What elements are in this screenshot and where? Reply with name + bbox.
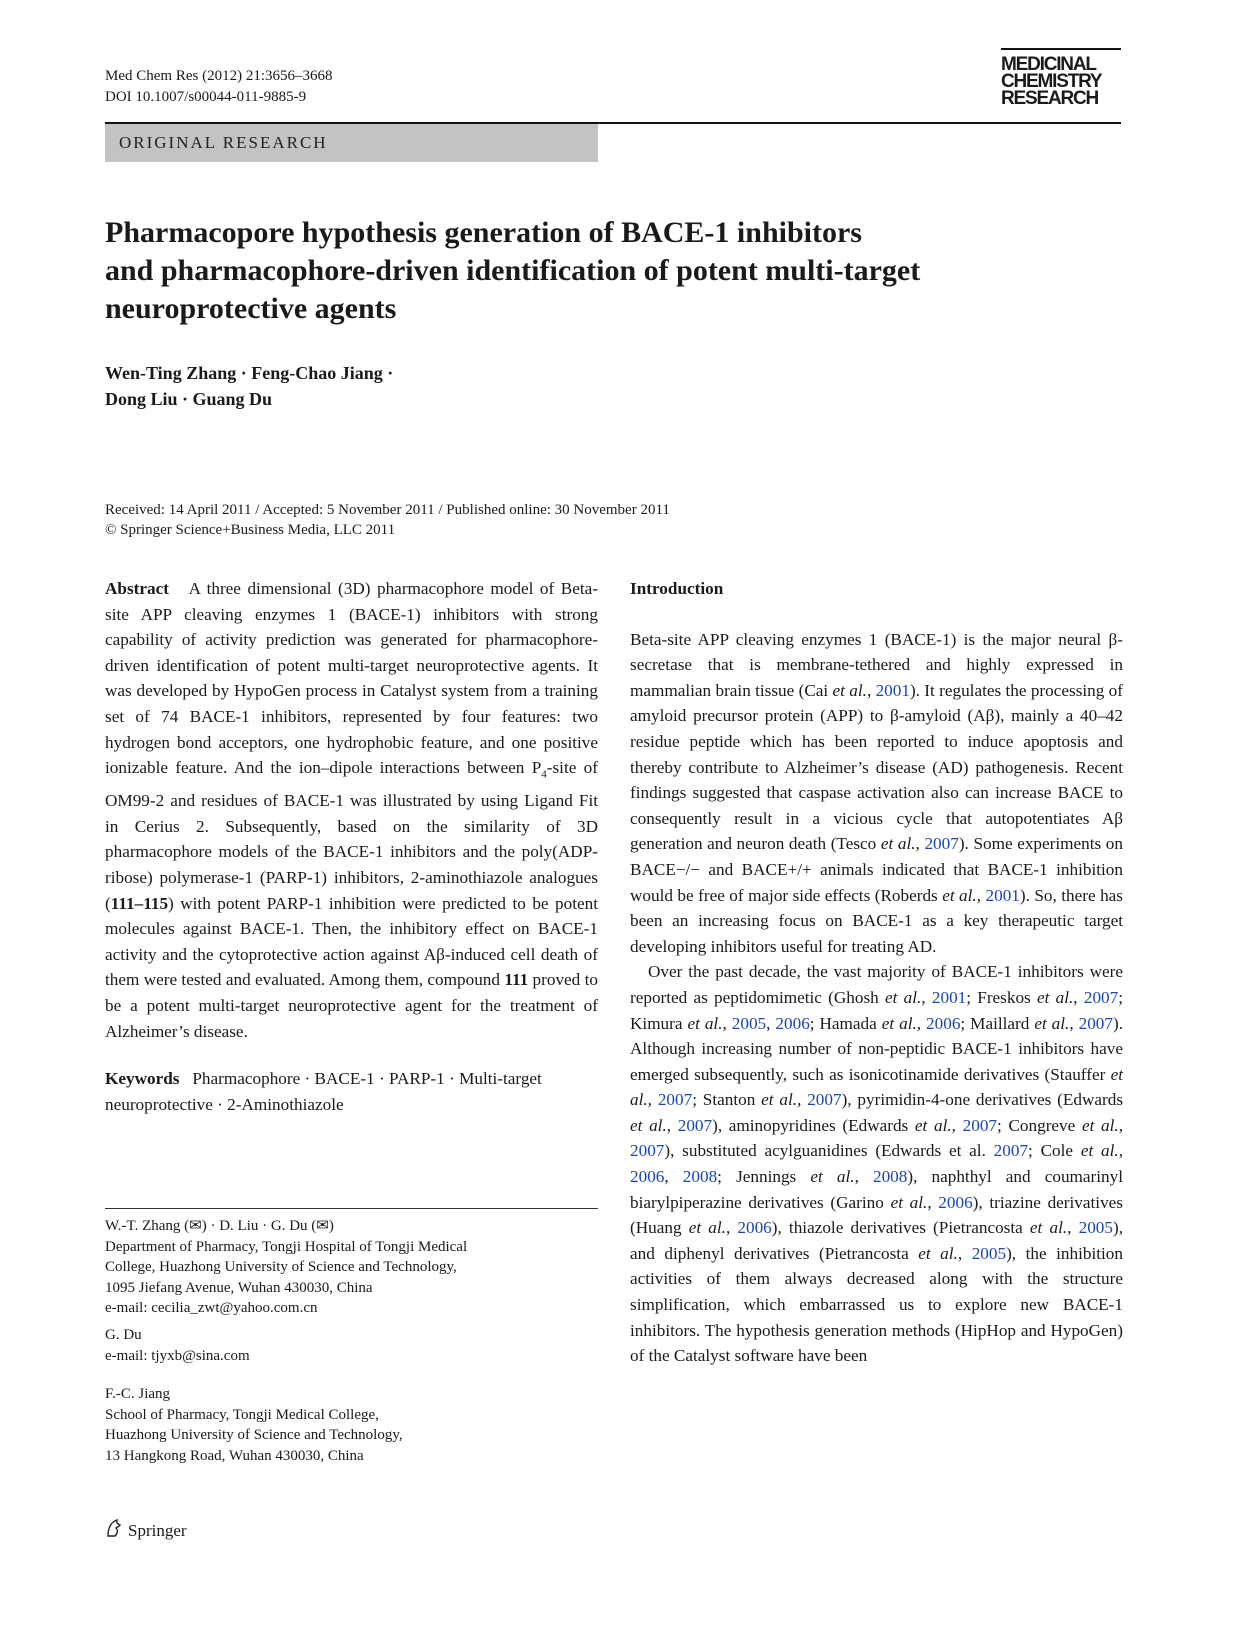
citation-link[interactable]: 2005 — [1078, 1218, 1113, 1238]
italic-text: et al. — [630, 1115, 667, 1135]
citation-link[interactable]: 2007 — [962, 1115, 998, 1135]
body-text: ). It regulates the processing of amyloid precursor protein (APP) to β-amyloid (Aβ), mainly a 40–42 residue peptide which has been reported to induce apoptosis and thereby contribute to Alzheimer’s disease (AD) pathogenesis. Recent findings suggested that caspase activation also can increase BACE to consequently result in a vicious cycle that autopotentiates Aβ generation and neuron death (Tesco — [630, 680, 1123, 854]
citation-link[interactable]: 2006 — [630, 1167, 665, 1187]
body-text: ; Congreve — [997, 1115, 1082, 1135]
citation-link[interactable]: 2008 — [682, 1167, 718, 1187]
email-line: e-mail: tjyxb@sina.com — [105, 1347, 250, 1364]
italic-text: et al. — [881, 1013, 917, 1033]
affiliation-line: W.-T. Zhang (✉) · D. Liu · G. Du (✉) — [105, 1218, 334, 1234]
italic-text: et al. — [885, 987, 922, 1007]
citation-link[interactable]: 2005 — [731, 1013, 767, 1033]
italic-text: et al. — [918, 1243, 958, 1263]
italic-text: et al. — [761, 1090, 798, 1110]
body-text: , — [725, 1218, 738, 1238]
abstract-heading: Abstract — [105, 579, 169, 598]
body-text: ), the inhibition activities of them always decreased along with the structure simplification, which embarrassed us to explore new BACE-1 inhibitors. The hypothesis generation methods (HipHop and HypoGen) of the Catalyst software have been — [630, 1243, 1123, 1366]
italic-text: et al. — [687, 1013, 723, 1033]
citation-link[interactable]: 2006 — [737, 1218, 772, 1238]
body-text: , — [647, 1090, 658, 1110]
citation-link[interactable]: 2001 — [931, 987, 967, 1007]
abstract-paragraph — [105, 576, 598, 1044]
body-text: , — [916, 1013, 927, 1033]
italic-text: et al. — [688, 1218, 726, 1238]
citation-link[interactable]: 2007 — [924, 834, 959, 854]
body-text: , — [1118, 1141, 1123, 1161]
body-text: ), aminopyridines (Edwards — [712, 1115, 915, 1135]
body-text: ), substituted acylguanidines (Edwards et al. — [664, 1141, 994, 1161]
body-text: ). Some experiments on BACE−/− and BACE+/+ animals indicated that BACE-1 inhibition would be free of major side effects (Roberds — [630, 834, 1123, 905]
citation-link[interactable]: 2007 — [1083, 987, 1119, 1007]
journal-logo-line: MEDICINAL — [1001, 54, 1096, 75]
author-line: Wen-Ting Zhang · Feng-Chao Jiang · — [105, 363, 394, 383]
body-text: , — [766, 1013, 776, 1033]
title-line: Pharmacopore hypothesis generation of BACE-1 inhibitors — [105, 216, 862, 249]
affiliation-line: Department of Pharmacy, Tongji Hospital of Tongji Medical — [105, 1238, 468, 1255]
citation-link[interactable]: 2007 — [630, 1141, 665, 1161]
body-text: ), pyrimidin-4-one derivatives (Edwards — [841, 1090, 1124, 1110]
history-line: Received: 14 April 2011 / Accepted: 5 November 2011 / Published online: 30 November 2011 — [105, 502, 670, 518]
author-line: Dong Liu · Guang Du — [105, 389, 273, 409]
italic-text: et al. — [914, 1115, 952, 1135]
citation-link[interactable]: 2007 — [993, 1141, 1029, 1161]
body-text: ). So, there has been an increasing focus on BACE-1 as a key therapeutic target developing inhibitors useful for treating AD. — [630, 885, 1123, 956]
body-text: ; Maillard — [960, 1013, 1035, 1033]
body-text: , — [866, 680, 876, 700]
citation-link[interactable]: 2008 — [872, 1167, 908, 1187]
affiliation-divider — [105, 1208, 598, 1209]
citation-link[interactable]: 2006 — [775, 1013, 810, 1033]
body-text: , — [1067, 1218, 1079, 1238]
body-text: ; Kimura — [630, 987, 1123, 1033]
citation-link[interactable]: 2006 — [926, 1013, 961, 1033]
author-list — [105, 360, 605, 412]
affiliation-line: 1095 Jiefang Avenue, Wuhan 430030, China — [105, 1279, 373, 1296]
body-text: Beta-site APP cleaving enzymes 1 (BACE-1) is the major neural β-secretase that is membrane-tethered and highly expressed in mammalian brain tissue (Cai — [630, 629, 1123, 700]
publication-dates — [105, 500, 1005, 540]
journal-logo-line: CHEMISTRY — [1001, 71, 1102, 92]
article-type-band: ORIGINAL RESEARCH — [105, 124, 598, 162]
springer-horse-icon — [105, 1518, 123, 1543]
citation-link[interactable]: 2007 — [807, 1090, 842, 1110]
article-title — [105, 214, 1065, 328]
body-text: ; Cole — [1028, 1141, 1081, 1161]
abstract-text: proved to be a potent multi-target neuroprotective agent for the treatment of Alzheimer’s disease. — [105, 970, 598, 1041]
body-text: , — [666, 1115, 678, 1135]
affiliation-line: G. Du — [105, 1327, 142, 1343]
compound-range: 111–115 — [110, 893, 169, 913]
affiliation-block — [105, 1384, 598, 1466]
citation-link[interactable]: 2005 — [971, 1243, 1007, 1263]
email-line: e-mail: cecilia_zwt@yahoo.com.cn — [105, 1300, 318, 1316]
body-text: ), thiazole derivatives (Pietrancosta — [771, 1218, 1030, 1238]
italic-text: et al. — [1034, 1013, 1070, 1033]
italic-text: et al. — [810, 1167, 855, 1187]
compound-id: 111 — [504, 970, 529, 990]
italic-text: et al. — [880, 834, 916, 854]
italic-text: et al. — [630, 1064, 1123, 1110]
abstract-subscript: 4 — [541, 768, 547, 781]
left-column — [105, 576, 598, 1117]
body-text: ), naphthyl and coumarinyl biarylpiperazine derivatives (Garino — [630, 1167, 1123, 1212]
body-text: , — [951, 1115, 963, 1135]
body-text: , — [664, 1167, 683, 1187]
affiliation-line: Huazhong University of Science and Technology, — [105, 1427, 403, 1443]
body-text: , — [797, 1090, 808, 1110]
keywords-text: Pharmacophore · BACE-1 · PARP-1 · Multi-target neuroprotective · 2-Aminothiazole — [105, 1069, 542, 1114]
body-text: Over the past decade, the vast majority of BACE-1 inhibitors were reported as peptidomimetic (Ghosh — [630, 962, 1123, 1007]
publisher-name: Springer — [128, 1520, 187, 1540]
journal-citation — [105, 66, 332, 108]
body-text: , — [1073, 987, 1084, 1007]
body-text: , — [957, 1243, 972, 1263]
italic-text: et al. — [1080, 1141, 1119, 1161]
italic-text: et al. — [1081, 1115, 1119, 1135]
body-text: ), and diphenyl derivatives (Pietrancosta — [630, 1218, 1124, 1263]
body-text: , — [854, 1167, 873, 1187]
citation-link[interactable]: 2007 — [1078, 1013, 1113, 1033]
body-text: , — [921, 987, 932, 1007]
affiliation-block — [105, 1216, 598, 1319]
body-text: ; Stanton — [692, 1090, 762, 1110]
body-text: , — [1118, 1115, 1123, 1135]
italic-text: et al. — [890, 1192, 928, 1212]
intro-paragraph-2 — [630, 959, 1123, 1369]
body-text: ; Freskos — [966, 987, 1037, 1007]
abstract-text: A three dimensional (3D) pharmacophore model of Beta-site APP cleaving enzymes 1 (BACE-1) inhibitors with strong capability of activity prediction was generated for pharmacophore-driven identification of potent multi-target neuroprotective agents. It was developed by HypoGen process in Catalyst system from a training set of 74 BACE-1 inhibitors, represented by four features: two hydrogen bond acceptors, one hydrophobic feature, and one positive ionizable feature. And the ion–dipole interactions between P — [105, 579, 598, 778]
introduction-heading: Introduction — [630, 579, 724, 598]
right-column — [630, 576, 1123, 1369]
body-text: , — [722, 1013, 732, 1033]
affiliation-line: College, Huazhong University of Science and Technology, — [105, 1259, 457, 1275]
keywords-heading: Keywords — [105, 1069, 180, 1089]
title-line: neuroprotective agents — [105, 292, 397, 325]
italic-text: et al. — [832, 680, 867, 700]
body-text: ; Jennings — [717, 1167, 811, 1187]
body-text: , — [915, 834, 925, 854]
publisher-logo — [105, 1518, 187, 1543]
citation-link[interactable]: 2001 — [985, 885, 1020, 905]
affiliation-line: F.-C. Jiang — [105, 1386, 171, 1402]
body-text: , — [927, 1192, 939, 1212]
italic-text: et al. — [1029, 1218, 1068, 1238]
body-text: , — [976, 885, 986, 905]
copyright-line: © Springer Science+Business Media, LLC 2011 — [105, 522, 396, 538]
keywords — [105, 1066, 598, 1117]
italic-text: et al. — [1036, 987, 1074, 1007]
italic-text: et al. — [942, 885, 977, 905]
body-text: , — [1069, 1013, 1079, 1033]
citation-link[interactable]: 2007 — [677, 1115, 713, 1135]
citation-link[interactable]: 2007 — [657, 1090, 693, 1110]
journal-logo — [1001, 48, 1121, 107]
citation-link[interactable]: 2006 — [938, 1192, 973, 1212]
affiliation-line: 13 Hangkong Road, Wuhan 430030, China — [105, 1447, 364, 1464]
journal-volume-line: Med Chem Res (2012) 21:3656–3668 — [105, 68, 333, 84]
title-line: and pharmacophore-driven identification of potent multi-target — [105, 254, 921, 287]
intro-paragraph-1 — [630, 627, 1123, 960]
abstract-text: ) with potent PARP-1 inhibition were predicted to be potent molecules against BACE-1. Then, the inhibitory effect on BACE-1 activity and the cytoprotective action against Aβ-induced cell death of them were tested and evaluated. Among them, compound — [105, 893, 598, 990]
doi-line: DOI 10.1007/s00044-011-9885-9 — [105, 89, 307, 105]
citation-link[interactable]: 2001 — [875, 680, 910, 700]
body-text: ). Although increasing number of non-peptidic BACE-1 inhibitors have emerged subsequently, such as isonicotinamide derivatives (Stauffer — [630, 1013, 1124, 1084]
journal-logo-line: RESEARCH — [1001, 88, 1099, 109]
affiliation-line: School of Pharmacy, Tongji Medical College, — [105, 1406, 379, 1423]
abstract-text: -site of OM99-2 and residues of BACE-1 was illustrated by using Ligand Fit in Cerius 2. Subsequently, based on the similarity of 3D pharmacophore models of the BACE-1 inhibitors and the poly(ADP-ribose) polymerase-1 (PARP-1) inhibitors, 2-aminothiazole analogues ( — [105, 758, 598, 913]
body-text: ), triazine derivatives (Huang — [630, 1192, 1123, 1238]
body-text: ; Hamada — [809, 1013, 882, 1033]
affiliation-block — [105, 1325, 598, 1366]
